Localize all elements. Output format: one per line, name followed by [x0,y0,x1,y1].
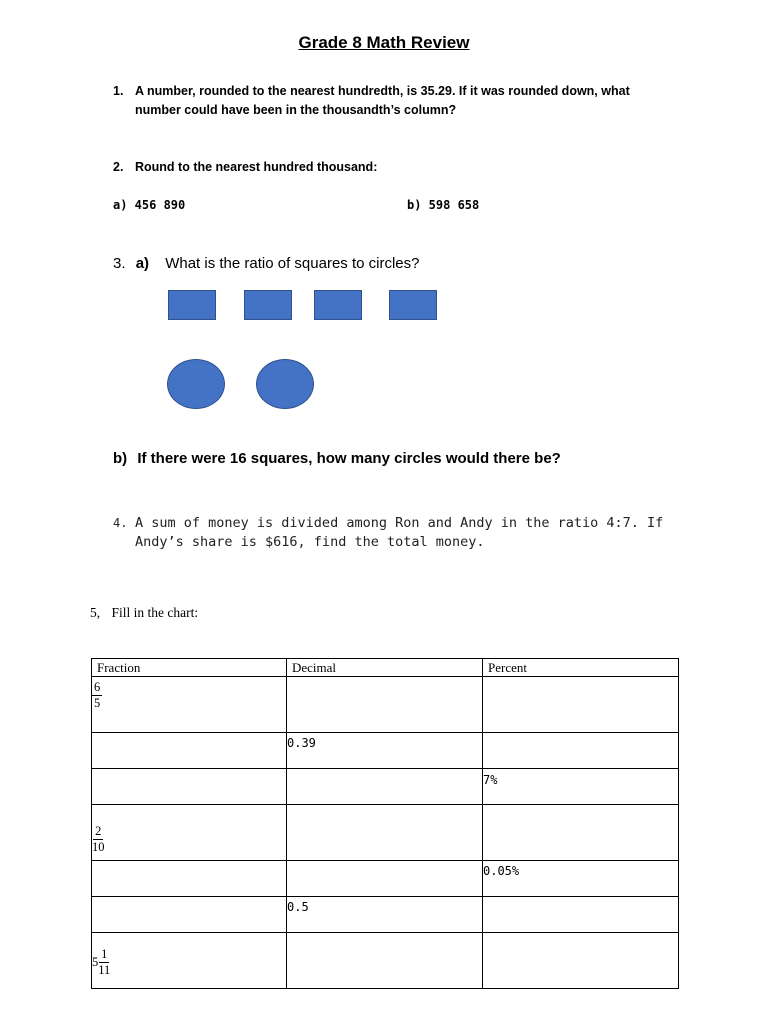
chart-header-row [92,659,679,677]
question-3-b-text: If there were 16 squares, how many circles would there be? [137,450,561,467]
fraction [98,947,110,978]
decimal-cell[interactable] [287,933,483,989]
fraction-cell[interactable] [92,733,287,769]
decimal-cell[interactable] [287,769,483,805]
header-decimal: Decimal [287,659,483,677]
square-shape [314,290,362,320]
fraction-cell[interactable] [92,677,287,733]
decimal-value: 0.5 [287,900,309,914]
question-2 [113,158,377,177]
decimal-cell[interactable] [287,677,483,733]
question-4-number: 4. [113,516,128,530]
page-title: Grade 8 Math Review [298,33,470,52]
square-shape [168,290,216,320]
fraction-cell[interactable] [92,861,287,897]
decimal-cell[interactable] [287,861,483,897]
fraction-denominator: 5 [94,696,101,710]
question-3-number: 3. [113,255,126,272]
question-3-part-b [113,450,561,467]
circle-shape [167,359,225,409]
fraction-numerator: 2 [95,824,102,838]
question-1-line-1: A number, rounded to the nearest hundredth, is 35.29. If it was rounded down, what [135,84,630,98]
question-2-number: 2. [113,160,124,174]
square-shape [244,290,292,320]
fraction-denominator: 11 [98,963,111,977]
fraction [92,824,105,855]
fraction-cell[interactable] [92,897,287,933]
question-3-b-label: b) [113,450,128,467]
question-2-part-a: a) 456 890 [113,198,186,212]
question-4 [113,514,713,552]
question-1-number: 1. [113,84,124,98]
question-2-part-b: b) 598 658 [407,198,480,212]
question-3-a-text: What is the ratio of squares to circles? [165,255,420,272]
chart-row [92,733,679,769]
percent-cell[interactable] [483,933,679,989]
question-3-part-a [113,255,419,272]
conversion-chart [91,658,679,989]
header-fraction: Fraction [92,659,287,677]
fraction-cell[interactable] [92,769,287,805]
percent-cell[interactable] [483,861,679,897]
percent-cell[interactable] [483,769,679,805]
header-percent: Percent [483,659,679,677]
question-1 [113,82,713,120]
question-3-a-label: a) [135,255,150,272]
decimal-cell[interactable] [287,733,483,769]
percent-cell[interactable] [483,805,679,861]
question-5-text: Fill in the chart: [111,605,199,620]
fraction [92,680,102,711]
fraction-whole: 5 [92,955,99,969]
chart-row [92,933,679,989]
question-1-line-2: number could have been in the thousandth’s column? [135,103,457,117]
chart-row [92,677,679,733]
question-5 [90,605,198,621]
fraction-numerator: 1 [101,947,108,961]
percent-value: 7% [483,773,498,787]
question-2-text: Round to the nearest hundred thousand: [135,160,378,174]
chart-row [92,861,679,897]
fraction-cell[interactable] [92,805,287,861]
fraction-numerator: 6 [94,680,101,694]
chart-row [92,897,679,933]
question-4-line-2: Andy’s share is $616, find the total money. [135,534,485,550]
percent-cell[interactable] [483,897,679,933]
decimal-cell[interactable] [287,897,483,933]
fraction-denominator: 10 [92,840,105,854]
square-shape [389,290,437,320]
circle-shape [256,359,314,409]
chart-row [92,805,679,861]
decimal-cell[interactable] [287,805,483,861]
percent-cell[interactable] [483,677,679,733]
percent-value: 0.05% [483,864,520,878]
decimal-value: 0.39 [287,736,316,750]
question-5-number: 5, [90,605,101,620]
chart-row [92,769,679,805]
percent-cell[interactable] [483,733,679,769]
question-4-line-1: A sum of money is divided among Ron and Andy in the ratio 4:7. If [135,515,664,531]
fraction-cell[interactable] [92,933,287,989]
